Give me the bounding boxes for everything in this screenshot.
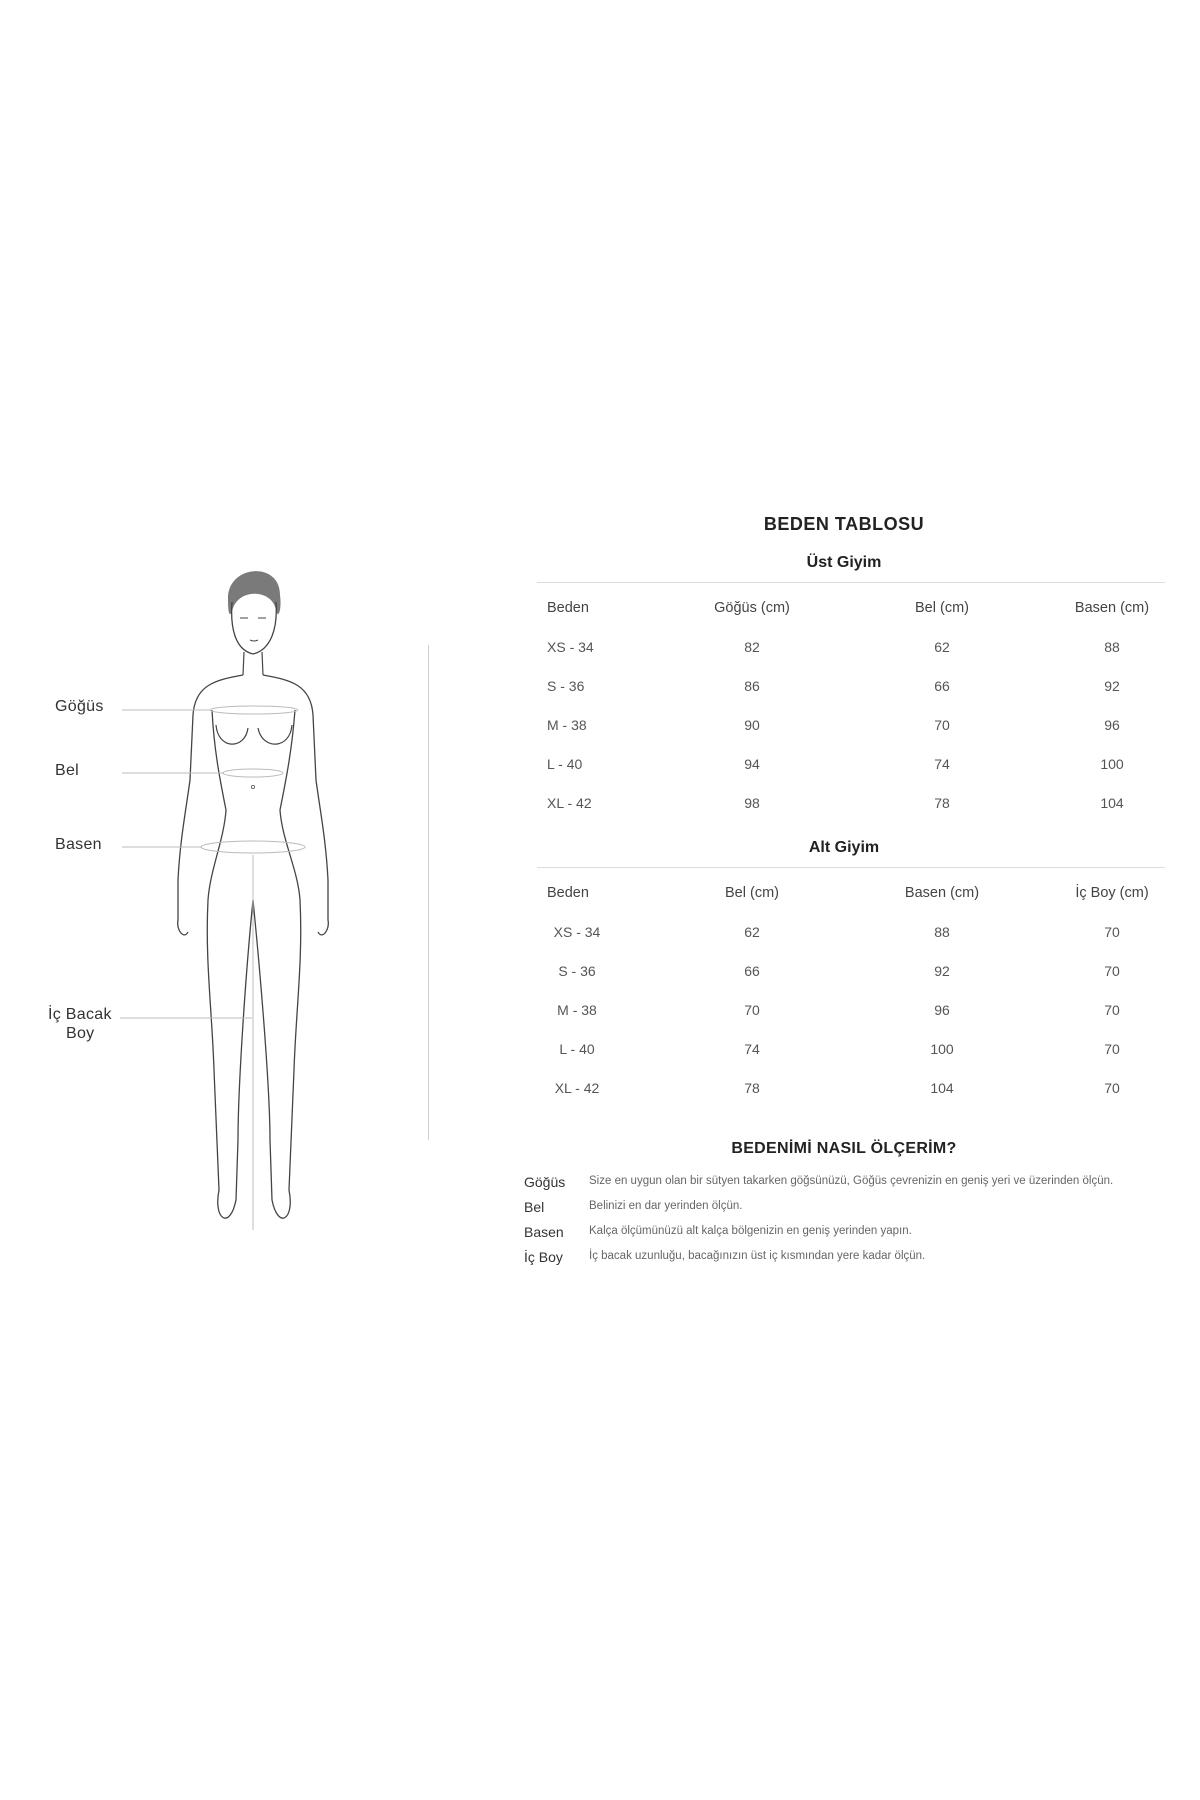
table-cell: 78	[934, 795, 950, 811]
table-cell: XL - 42	[554, 1080, 600, 1096]
header-cell: Basen (cm)	[904, 885, 980, 901]
table-cell: 82	[744, 639, 760, 655]
header-cell: Bel (cm)	[915, 600, 969, 616]
woman-silhouette-illustration	[0, 540, 440, 1240]
table-header-row	[537, 600, 1165, 639]
table-cell: L - 40	[559, 1041, 595, 1057]
table-row	[537, 1002, 1165, 1041]
table-cell: 70	[1104, 924, 1120, 940]
label-gogus: Göğüs	[55, 698, 104, 715]
table-cell: 100	[1100, 756, 1124, 772]
label-ic-bacak: İç Bacak	[48, 1006, 112, 1023]
header-cell: Göğüs (cm)	[714, 600, 790, 616]
table-cell: L - 40	[547, 756, 583, 772]
table-cell: 104	[1100, 795, 1124, 811]
table-cell: 94	[744, 756, 760, 772]
table-cell: 70	[1104, 1002, 1120, 1018]
how-to-measure-title: BEDENİMİ NASIL ÖLÇERİM?	[731, 1140, 957, 1157]
measure-term: İç Boy	[524, 1249, 563, 1265]
alt-giyim-divider	[537, 867, 1165, 868]
header-cell: Beden	[547, 885, 589, 901]
measure-item	[524, 1199, 1194, 1221]
ust-giyim-title: Üst Giyim	[806, 554, 882, 571]
table-row	[537, 1080, 1165, 1119]
table-cell: 88	[934, 924, 950, 940]
table-cell: 74	[934, 756, 950, 772]
table-header-row	[537, 885, 1165, 924]
table-row	[537, 756, 1165, 795]
measure-item	[524, 1249, 1194, 1271]
table-cell: 62	[744, 924, 760, 940]
table-cell: M - 38	[547, 717, 587, 733]
table-cell: 90	[744, 717, 760, 733]
table-cell: 70	[934, 717, 950, 733]
table-cell: 66	[744, 963, 760, 979]
table-cell: 88	[1104, 639, 1120, 655]
vertical-divider	[428, 645, 429, 1140]
measure-desc: Size en uygun olan bir sütyen takarken göğsünüzü, Göğüs çevrenizin en geniş yeri ve üzerinden ölçün.	[589, 1175, 1114, 1187]
label-boy: Boy	[66, 1025, 95, 1042]
label-bel: Bel	[55, 762, 80, 779]
table-row	[537, 717, 1165, 756]
measure-desc: Belinizi en dar yerinden ölçün.	[589, 1200, 743, 1212]
table-cell: 104	[930, 1080, 954, 1096]
measure-desc: İç bacak uzunluğu, bacağınızın üst iç kısmından yere kadar ölçün.	[589, 1250, 926, 1262]
table-cell: 74	[744, 1041, 760, 1057]
table-cell: 70	[1104, 963, 1120, 979]
table-cell: M - 38	[557, 1002, 597, 1018]
table-row	[537, 678, 1165, 717]
table-cell: 78	[744, 1080, 760, 1096]
measure-term: Bel	[524, 1199, 545, 1215]
table-cell: 98	[744, 795, 760, 811]
header-cell: Beden	[547, 600, 589, 616]
table-cell: S - 36	[547, 678, 585, 694]
table-row	[537, 795, 1165, 834]
table-cell: XS - 34	[547, 639, 594, 655]
table-cell: 100	[930, 1041, 954, 1057]
table-cell: 92	[1104, 678, 1120, 694]
ust-giyim-divider	[537, 582, 1165, 583]
chart-title: BEDEN TABLOSU	[763, 514, 925, 534]
table-cell: S - 36	[558, 963, 596, 979]
measure-term: Basen	[524, 1224, 564, 1240]
measure-item	[524, 1174, 1194, 1196]
table-cell: 86	[744, 678, 760, 694]
table-cell: 70	[1104, 1041, 1120, 1057]
measure-item	[524, 1224, 1194, 1246]
table-cell: 96	[1104, 717, 1120, 733]
header-cell: Basen (cm)	[1074, 600, 1150, 616]
table-cell: 66	[934, 678, 950, 694]
body-measurement-figure	[0, 540, 440, 1240]
table-row	[537, 924, 1165, 963]
table-cell: 70	[1104, 1080, 1120, 1096]
measure-term: Göğüs	[524, 1174, 566, 1190]
table-row	[537, 639, 1165, 678]
table-cell: 92	[934, 963, 950, 979]
alt-giyim-table	[537, 885, 1165, 1119]
table-cell: XL - 42	[547, 795, 592, 811]
alt-giyim-title: Alt Giyim	[808, 839, 880, 856]
header-cell: Bel (cm)	[725, 885, 779, 901]
table-cell: XS - 34	[553, 924, 601, 940]
table-row	[537, 963, 1165, 1002]
table-cell: 70	[744, 1002, 760, 1018]
table-row	[537, 1041, 1165, 1080]
measure-desc: Kalça ölçümünüzü alt kalça bölgenizin en geniş yerinden yapın.	[589, 1225, 912, 1237]
ust-giyim-table	[537, 600, 1165, 834]
table-cell: 96	[934, 1002, 950, 1018]
table-cell: 62	[934, 639, 950, 655]
header-cell: İç Boy (cm)	[1075, 885, 1149, 901]
label-basen: Basen	[55, 836, 102, 853]
